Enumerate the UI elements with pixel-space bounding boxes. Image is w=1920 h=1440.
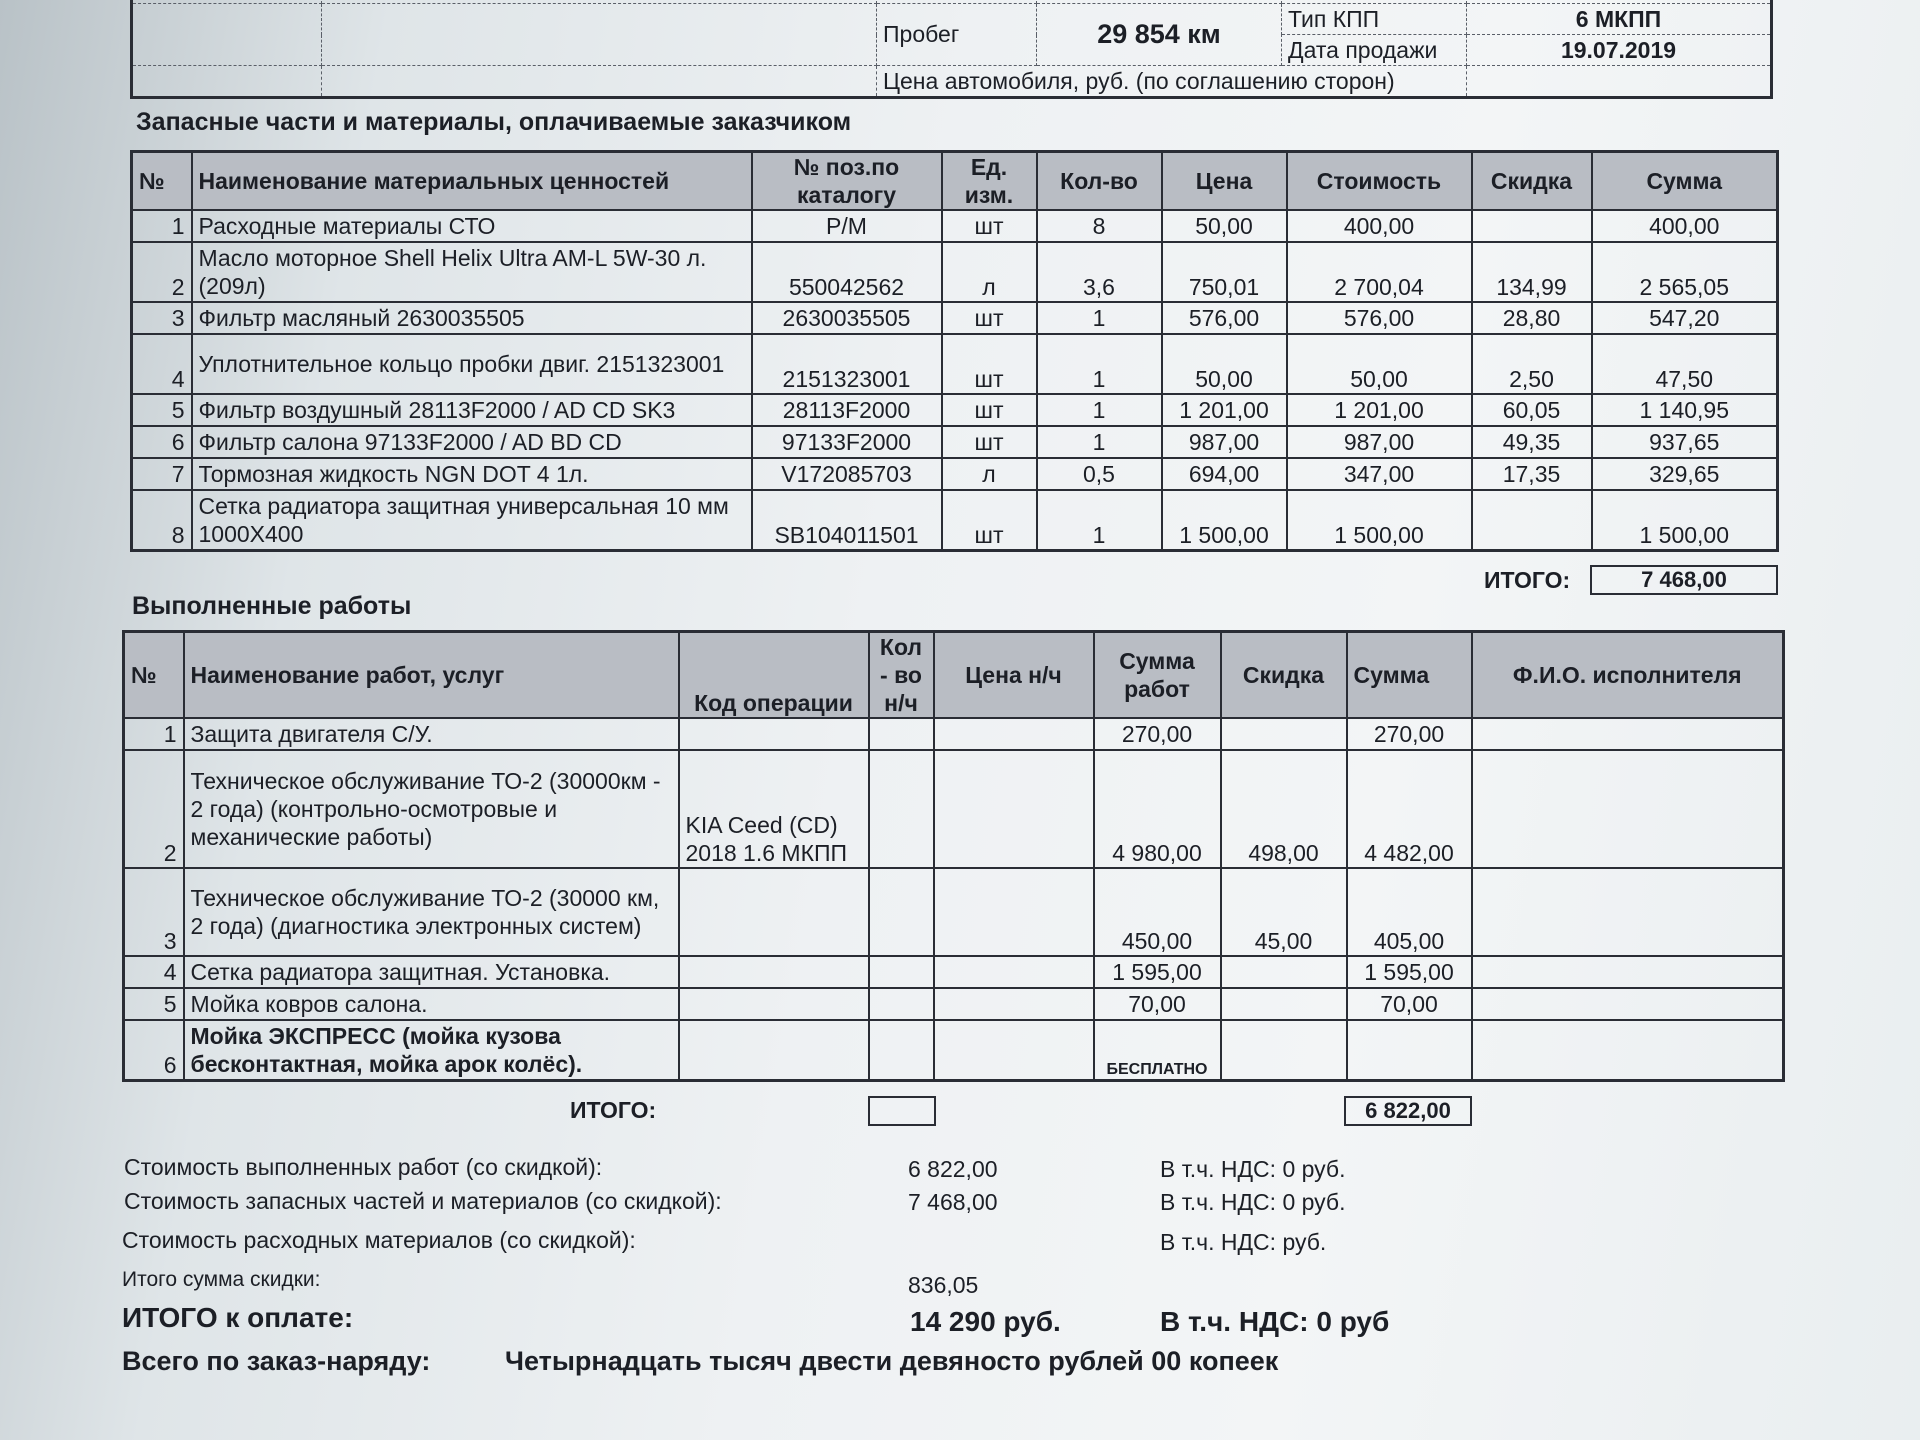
parts-row [132,334,1778,394]
works-row [124,868,1784,956]
cell-hour-price [934,988,1094,1020]
grand-total-value: 14 290 руб. [910,1306,1061,1337]
works-total-label: ИТОГО: [570,1097,657,1123]
cell-cost: 50,00 [1287,334,1472,394]
cell-sum: 4 482,00 [1347,750,1472,868]
sale-date-label: Дата продажи [1282,35,1467,66]
cell-catalog: 28113F2000 [752,394,942,426]
cell-name: Техническое обслуживание ТО-2 (30000км - 2 года) (контрольно-осмотровые и механические работы) [184,750,679,868]
cell-sum: 547,20 [1592,302,1778,334]
works-table [122,630,1785,1082]
cell-name: Тормозная жидкость NGN DOT 4 1л. [192,458,752,490]
cell-discount: 134,99 [1472,242,1592,302]
consumables-cost-label: Стоимость расходных материалов (со скидкой): [122,1227,636,1253]
mileage-value: 29 854 км [1037,4,1282,66]
cell-qty: 1 [1037,426,1162,458]
parts-row [132,458,1778,490]
grand-total-vat: В т.ч. НДС: 0 руб [1160,1306,1390,1337]
cell-hour-price [934,956,1094,988]
cell-discount: 17,35 [1472,458,1592,490]
cell-performer [1472,988,1784,1020]
cell-unit: шт [942,490,1037,550]
cell-catalog: 2151323001 [752,334,942,394]
cell-work-sum: 450,00 [1094,868,1221,956]
discount-total-label: Итого сумма скидки: [122,1268,321,1291]
gearbox-label: Тип КПП [1282,4,1467,35]
works-col-performer: Ф.И.О. исполнителя [1472,632,1784,719]
cell-num: 5 [132,394,192,426]
parts-cost-value: 7 468,00 [908,1189,998,1215]
order-total-words: Четырнадцать тысяч двести девяносто рублей 00 копеек [505,1346,1279,1376]
works-section-title: Выполненные работы [132,592,412,620]
cell-name: Защита двигателя С/У. [184,718,679,750]
cell-name: Мойка ЭКСПРЕСС (мойка кузова бесконтактная, мойка арок колёс). [184,1020,679,1080]
cell-sum: 70,00 [1347,988,1472,1020]
cell-name: Уплотнительное кольцо пробки двиг. 2151323001 [192,334,752,394]
cell-hours [869,1020,934,1080]
cell-hours [869,956,934,988]
cell-performer [1472,868,1784,956]
cell-hour-price [934,718,1094,750]
cell-name: Фильтр воздушный 28113F2000 / AD CD SK3 [192,394,752,426]
cell-discount: 28,80 [1472,302,1592,334]
cell-catalog: 550042562 [752,242,942,302]
cell-catalog: SB104011501 [752,490,942,550]
parts-row [132,394,1778,426]
cell-qty: 0,5 [1037,458,1162,490]
cell-num: 4 [132,334,192,394]
works-total-hours-box [868,1096,936,1126]
cell-num: 7 [132,458,192,490]
cell-discount: 498,00 [1221,750,1347,868]
vehicle-info-table [130,0,1773,99]
cell-num: 8 [132,490,192,550]
cell-name: Техническое обслуживание ТО-2 (30000 км, 2 года) (диагностика электронных систем) [184,868,679,956]
parts-row [132,490,1778,550]
cell-qty: 1 [1037,334,1162,394]
parts-col-name: Наименование материальных ценностей [192,152,752,211]
cell-price: 50,00 [1162,334,1287,394]
works-col-name: Наименование работ, услуг [184,632,679,719]
cell-name: Сетка радиатора защитная универсальная 10 мм 1000Х400 [192,490,752,550]
cell-sum: 1 595,00 [1347,956,1472,988]
sale-date-value: 19.07.2019 [1467,35,1772,66]
cell-hour-price [934,1020,1094,1080]
cell-discount [1221,718,1347,750]
cell-qty: 1 [1037,394,1162,426]
cell-code [679,718,869,750]
cell-sum: 47,50 [1592,334,1778,394]
cell-discount [1221,956,1347,988]
cell-sum: 1 140,95 [1592,394,1778,426]
cell-performer [1472,750,1784,868]
parts-row [132,426,1778,458]
works-col-sum: Сумма [1347,632,1472,719]
works-row [124,1020,1784,1080]
cell-discount [1221,1020,1347,1080]
cell-num: 6 [132,426,192,458]
parts-col-sum: Сумма [1592,152,1778,211]
parts-row [132,302,1778,334]
cell-work-sum: 4 980,00 [1094,750,1221,868]
works-total-value: 6 822,00 [1344,1096,1472,1126]
cell-num: 4 [124,956,184,988]
parts-col-qty: Кол-во [1037,152,1162,211]
cell-cost: 347,00 [1287,458,1472,490]
cell-qty: 1 [1037,490,1162,550]
works-row [124,718,1784,750]
cell-sum: 2 565,05 [1592,242,1778,302]
cell-num: 5 [124,988,184,1020]
cell-sum: 1 500,00 [1592,490,1778,550]
cell-catalog: Р/М [752,210,942,242]
cell-discount: 2,50 [1472,334,1592,394]
cell-price: 576,00 [1162,302,1287,334]
car-price-label: Цена автомобиля, руб. (по соглашению сторон) [877,66,1467,98]
cell-discount [1472,210,1592,242]
cell-unit: шт [942,394,1037,426]
cell-code [679,988,869,1020]
cell-name: Фильтр масляный 2630035505 [192,302,752,334]
discount-total-value: 836,05 [908,1272,979,1298]
cell-name: Фильтр салона 97133F2000 / AD BD CD [192,426,752,458]
gearbox-value: 6 МКПП [1467,4,1772,35]
cell-price: 50,00 [1162,210,1287,242]
works-row [124,956,1784,988]
cell-cost: 987,00 [1287,426,1472,458]
cell-performer [1472,1020,1784,1080]
works-col-discount: Скидка [1221,632,1347,719]
cell-discount: 49,35 [1472,426,1592,458]
parts-total-value: 7 468,00 [1590,565,1778,595]
cell-price: 1 500,00 [1162,490,1287,550]
cell-num: 1 [132,210,192,242]
parts-col-price: Цена [1162,152,1287,211]
cell-qty: 1 [1037,302,1162,334]
cell-code [679,956,869,988]
parts-col-catalog: № поз.по каталогу [752,152,942,211]
parts-col-num: № [132,152,192,211]
cell-unit: шт [942,302,1037,334]
cell-name: Расходные материалы СТО [192,210,752,242]
cell-cost: 400,00 [1287,210,1472,242]
cell-qty: 8 [1037,210,1162,242]
cell-price: 694,00 [1162,458,1287,490]
cell-sum: 937,65 [1592,426,1778,458]
cell-price: 750,01 [1162,242,1287,302]
cell-num: 6 [124,1020,184,1080]
cell-price: 987,00 [1162,426,1287,458]
works-row [124,988,1784,1020]
cell-hours [869,988,934,1020]
cell-name: Мойка ковров салона. [184,988,679,1020]
cell-unit: л [942,242,1037,302]
works-col-hour-price: Цена н/ч [934,632,1094,719]
parts-row [132,210,1778,242]
works-col-num: № [124,632,184,719]
works-row [124,750,1784,868]
cell-sum: 405,00 [1347,868,1472,956]
cell-catalog: 2630035505 [752,302,942,334]
works-col-work-sum: Сумма работ [1094,632,1221,719]
cell-name: Сетка радиатора защитная. Установка. [184,956,679,988]
cell-price: 1 201,00 [1162,394,1287,426]
cell-num: 3 [132,302,192,334]
consumables-vat: В т.ч. НДС: руб. [1160,1229,1327,1255]
cell-hours [869,718,934,750]
cell-unit: шт [942,210,1037,242]
cell-cost: 1 201,00 [1287,394,1472,426]
cell-hour-price [934,750,1094,868]
cell-cost: 1 500,00 [1287,490,1472,550]
works-col-code: Код операции [679,632,869,719]
cell-discount [1221,988,1347,1020]
cell-unit: шт [942,426,1037,458]
cell-performer [1472,718,1784,750]
cell-discount [1472,490,1592,550]
cell-num: 2 [132,242,192,302]
parts-vat: В т.ч. НДС: 0 руб. [1160,1189,1346,1215]
order-total-label: Всего по заказ-наряду: [122,1346,431,1376]
free-badge: БЕСПЛАТНО [1094,1020,1221,1080]
cell-code: KIA Ceed (CD) 2018 1.6 МКПП [679,750,869,868]
parts-col-cost: Стоимость [1287,152,1472,211]
works-vat: В т.ч. НДС: 0 руб. [1160,1156,1346,1182]
cell-unit: л [942,458,1037,490]
parts-col-unit: Ед. изм. [942,152,1037,211]
works-cost-value: 6 822,00 [908,1156,998,1182]
cell-num: 1 [124,718,184,750]
cell-qty: 3,6 [1037,242,1162,302]
cell-unit: шт [942,334,1037,394]
parts-row [132,242,1778,302]
cell-sum [1347,1020,1472,1080]
cell-work-sum: 70,00 [1094,988,1221,1020]
cell-hours [869,868,934,956]
parts-section-title: Запасные части и материалы, оплачиваемые заказчиком [136,108,852,136]
cell-sum: 329,65 [1592,458,1778,490]
cell-hours [869,750,934,868]
cell-name: Масло моторное Shell Helix Ultra AM-L 5W-30 л.(209л) [192,242,752,302]
works-cost-label: Стоимость выполненных работ (со скидкой): [124,1154,603,1180]
cell-catalog: 97133F2000 [752,426,942,458]
cell-sum: 270,00 [1347,718,1472,750]
cell-code [679,1020,869,1080]
cell-discount: 60,05 [1472,394,1592,426]
cell-performer [1472,956,1784,988]
parts-total-label: ИТОГО: [1484,567,1571,593]
cell-num: 3 [124,868,184,956]
parts-cost-label: Стоимость запасных частей и материалов (со скидкой): [124,1188,722,1214]
cell-sum: 400,00 [1592,210,1778,242]
parts-col-discount: Скидка [1472,152,1592,211]
cell-cost: 576,00 [1287,302,1472,334]
cell-work-sum: 270,00 [1094,718,1221,750]
cell-num: 2 [124,750,184,868]
cell-work-sum: 1 595,00 [1094,956,1221,988]
cell-discount: 45,00 [1221,868,1347,956]
mileage-label: Пробег [877,4,1037,66]
works-col-hours: Кол - во н/ч [869,632,934,719]
parts-table [130,150,1779,552]
cell-code [679,868,869,956]
cell-cost: 2 700,04 [1287,242,1472,302]
cell-catalog: V172085703 [752,458,942,490]
grand-total-label: ИТОГО к оплате: [122,1302,354,1333]
cell-hour-price [934,868,1094,956]
